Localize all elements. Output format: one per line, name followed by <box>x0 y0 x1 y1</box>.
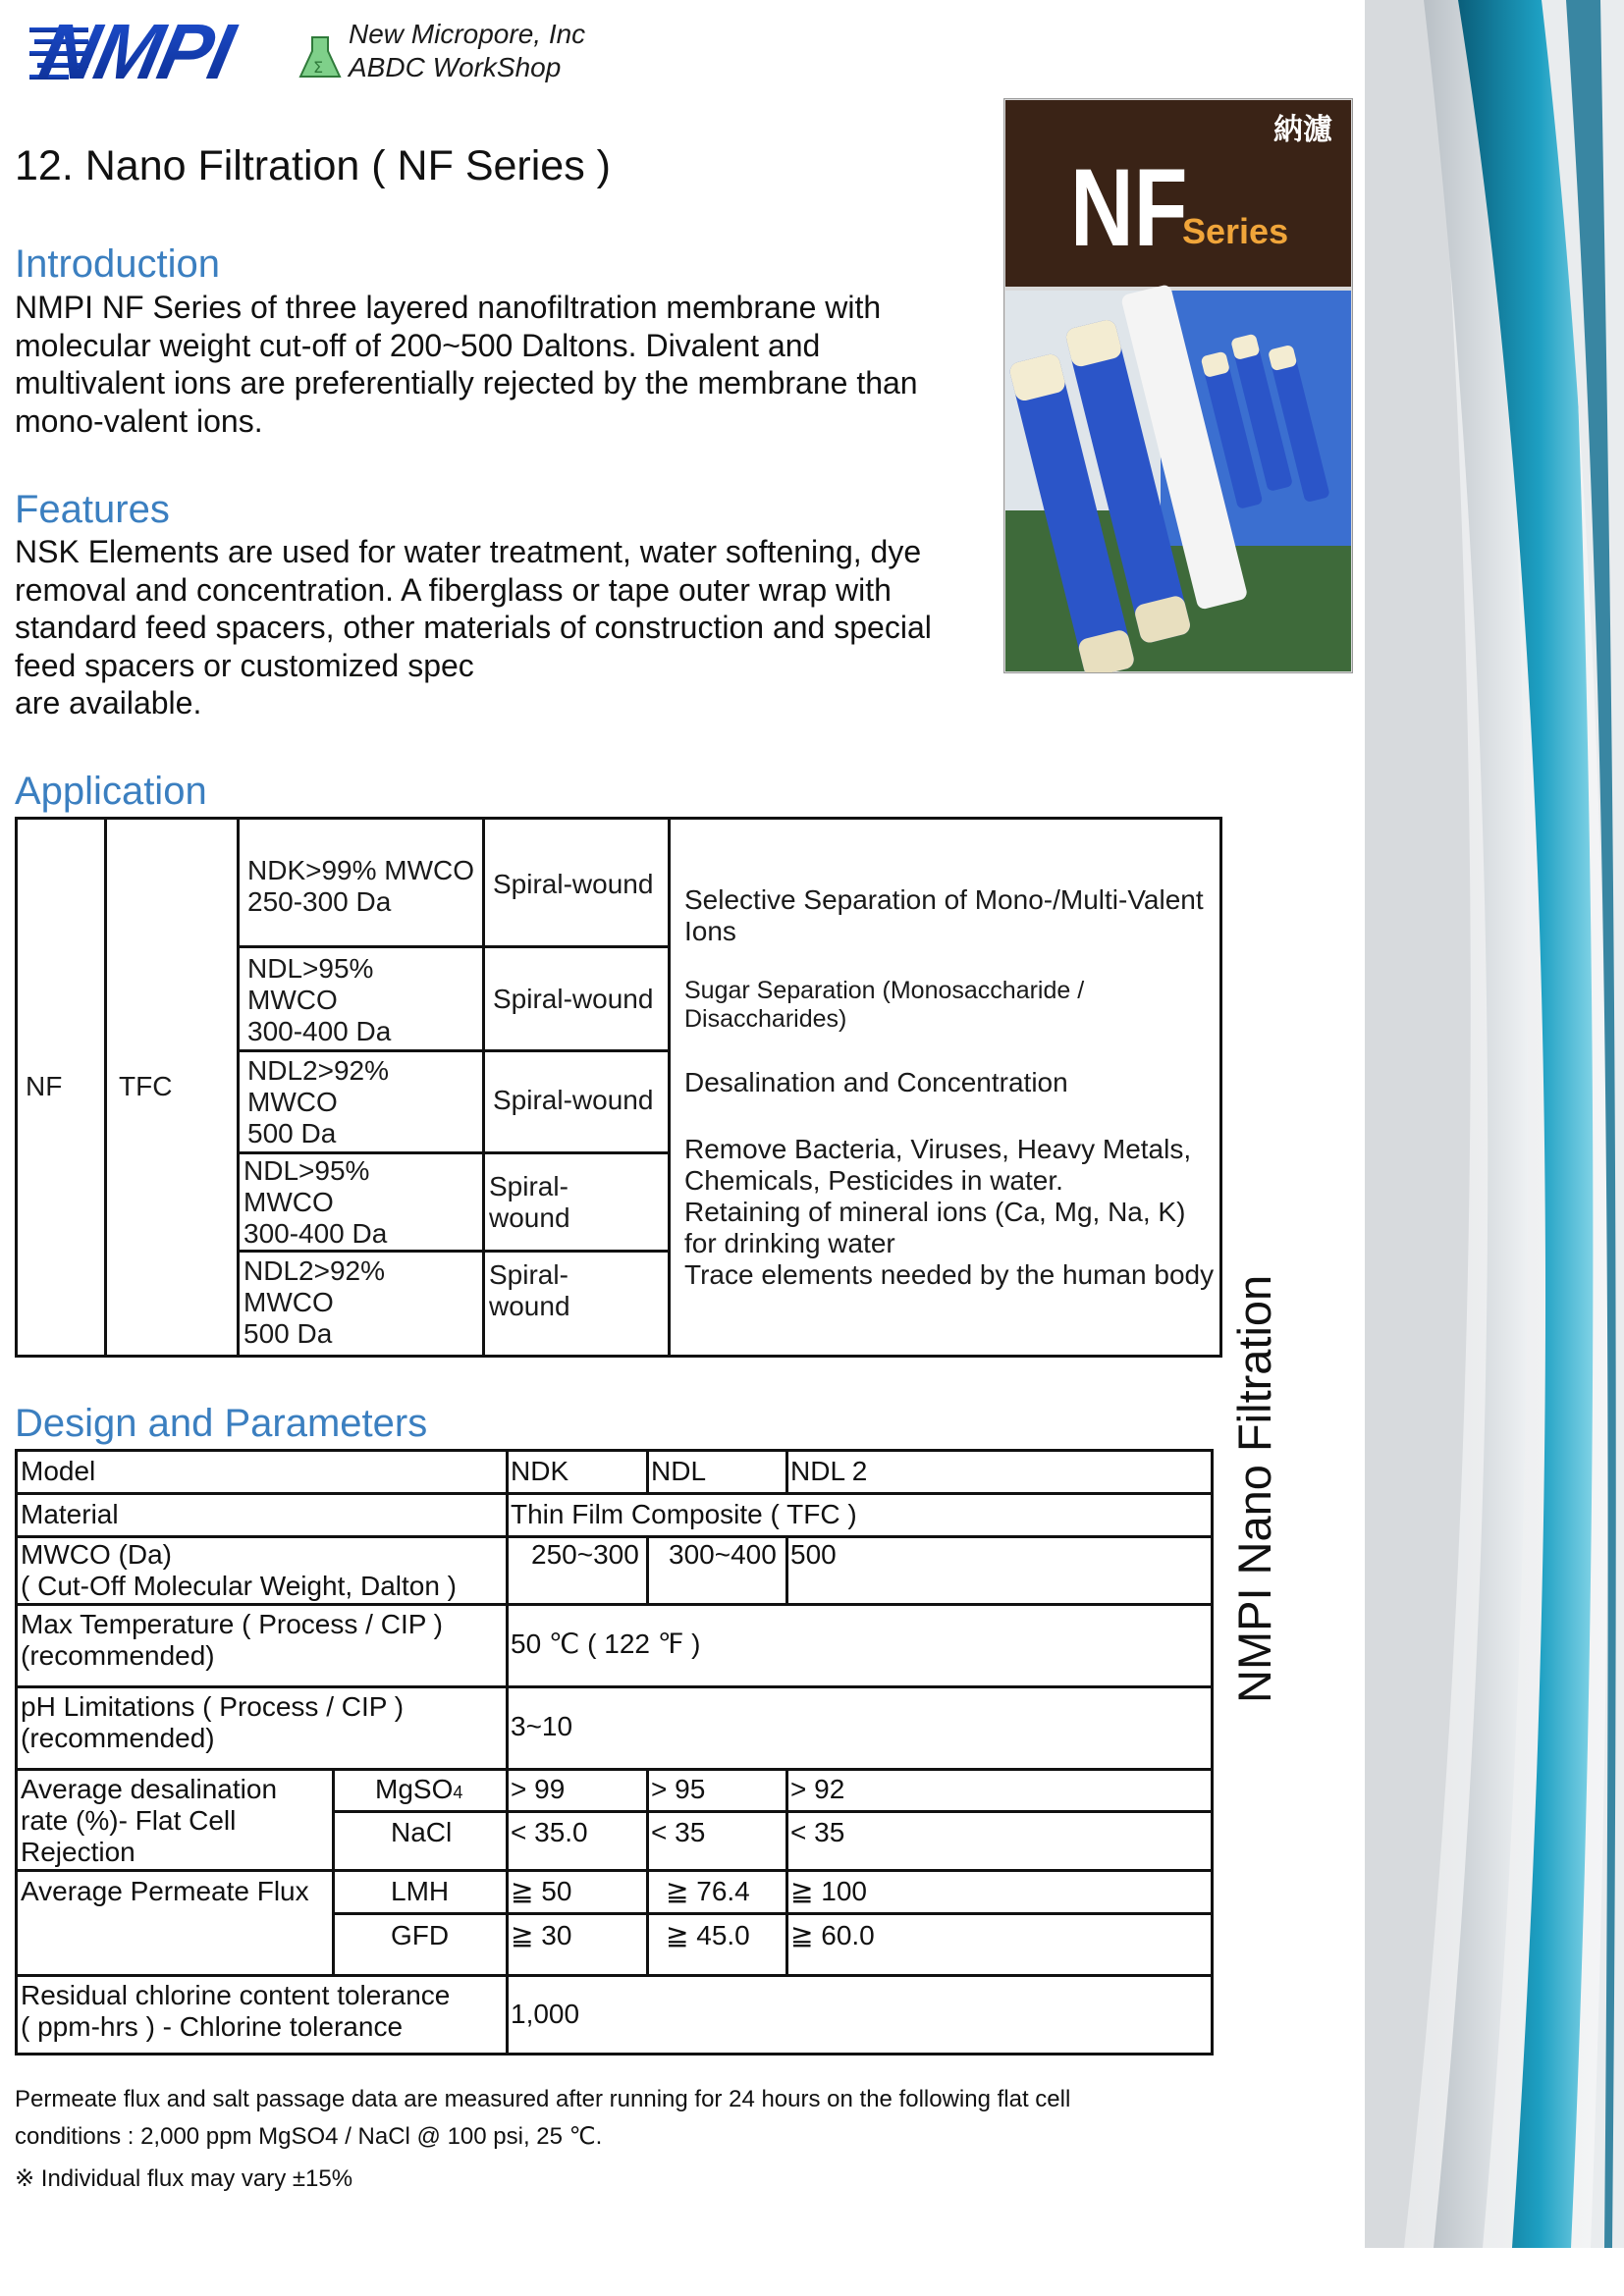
lmh-label: LMH <box>391 1876 450 1906</box>
desal-label: Average desalination rate (%)- Flat Cell Rejection <box>21 1774 278 1867</box>
material-label: Material <box>21 1499 119 1529</box>
mgso4-label: MgSO4 <box>375 1774 463 1804</box>
gfd-ndl: ≧ 45.0 <box>666 1920 750 1950</box>
model-ndl2: NDL 2 <box>790 1456 868 1486</box>
ph-label: pH Limitations ( Process / CIP ) (recommended) <box>21 1691 405 1753</box>
introduction-heading: Introduction <box>15 242 221 286</box>
nacl-ndl2: < 35 <box>790 1817 845 1847</box>
application-heading: Application <box>15 770 207 813</box>
features-text: NSK Elements are used for water treatment, water softening, dye removal and concentration. A fiberglass or tape outer wrap with standard feed spacers, other materials of construction and special feed spacers or customized spec are available. <box>15 534 932 721</box>
app-type: NF <box>26 1071 63 1101</box>
lmh-ndl2: ≧ 100 <box>790 1876 867 1906</box>
lmh-ndl: ≧ 76.4 <box>666 1876 750 1906</box>
footnote-conditions: Permeate flux and salt passage data are measured after running for 24 hours on the following flat cell conditions : 2,000 ppm MgSO4 / NaCl @ 100 psi, 25 ℃. <box>15 2086 1071 2150</box>
mwco-ndl2: 500 <box>790 1539 837 1570</box>
mgso4-ndl: > 95 <box>651 1774 706 1804</box>
form-cell: Spiral-wound <box>493 984 654 1014</box>
ph-value: 3~10 <box>511 1711 573 1741</box>
use-remove-bacteria: Remove Bacteria, Viruses, Heavy Metals, Chemicals, Pesticides in water. Retaining of mineral ions (Ca, Mg, Na, K) for drinking water Trace elements needed by the human body <box>684 1134 1215 1290</box>
chlorine-value: 1,000 <box>511 1999 580 2029</box>
temp-label: Max Temperature ( Process / CIP ) (recommended) <box>21 1609 443 1671</box>
flux-label: Average Permeate Flux <box>21 1876 309 1906</box>
form-cell: Spiral-wound <box>493 1085 654 1115</box>
mgso4-ndl2: > 92 <box>790 1774 845 1804</box>
flask-icon <box>300 37 340 77</box>
use-sugar-separation: Sugar Separation (Monosaccharide / Disaccharides) <box>684 977 1085 1033</box>
use-selective-separation: Selective Separation of Mono-/Multi-Valent Ions <box>684 884 1204 946</box>
spec-cell: NDL>95% MWCO 300-400 Da <box>247 953 392 1046</box>
design-heading: Design and Parameters <box>15 1402 428 1445</box>
footnote-flux-variance: ※ Individual flux may vary ±15% <box>15 2165 353 2192</box>
mwco-label: MWCO (Da) ( Cut-Off Molecular Weight, Dalton ) <box>21 1539 458 1601</box>
application-table <box>15 817 1222 1358</box>
model-label: Model <box>21 1456 96 1486</box>
chinese-label: 納濾 <box>1273 113 1332 147</box>
form-cell: Spiral-wound <box>493 869 654 899</box>
temp-value: 50 ℃ ( 122 ℉ ) <box>511 1629 701 1659</box>
model-ndl: NDL <box>651 1456 707 1486</box>
app-material: TFC <box>119 1071 173 1101</box>
chlorine-label: Residual chlorine content tolerance ( ppm-hrs ) - Chlorine tolerance <box>21 1980 451 2042</box>
parameters-table <box>15 1449 1214 2056</box>
material-value: Thin Film Composite ( TFC ) <box>511 1499 857 1529</box>
form-cell: Spiral- wound <box>489 1259 570 1321</box>
spec-cell: NDL2>92% MWCO 500 Da <box>244 1255 385 1349</box>
mwco-ndk: 250~300 <box>531 1539 639 1570</box>
mgso4-ndk: > 99 <box>511 1774 566 1804</box>
page-title: 12. Nano Filtration ( NF Series ) <box>15 142 611 189</box>
nacl-ndl: < 35 <box>651 1817 706 1847</box>
use-desalination: Desalination and Concentration <box>684 1067 1068 1097</box>
spec-cell: NDL2>92% MWCO 500 Da <box>247 1055 389 1148</box>
nacl-ndk: < 35.0 <box>511 1817 588 1847</box>
svg-text:NMPI: NMPI <box>31 8 240 86</box>
spec-cell: NDK>99% MWCO 250-300 Da <box>247 855 475 917</box>
gfd-ndl2: ≧ 60.0 <box>790 1920 875 1950</box>
form-cell: Spiral- wound <box>489 1171 570 1233</box>
model-ndk: NDK <box>511 1456 569 1486</box>
decorative-swoosh <box>1365 0 1624 2248</box>
product-image <box>1003 98 1353 673</box>
gfd-ndk: ≧ 30 <box>511 1920 572 1950</box>
features-heading: Features <box>15 488 170 531</box>
series-text: Series <box>1182 211 1289 251</box>
side-title: NMPI Nano Filtration <box>1228 1274 1280 1703</box>
nf-big-text: NF <box>1070 146 1188 270</box>
svg-text:Σ: Σ <box>313 58 324 77</box>
gfd-label: GFD <box>391 1920 450 1950</box>
mwco-ndl: 300~400 <box>669 1539 777 1570</box>
introduction-text: NMPI NF Series of three layered nanofiltration membrane with molecular weight cut-off of 200~500 Daltons. Divalent and multivalent ions are preferentially rejected by the membrane than mono-valent ions. <box>15 290 918 439</box>
spec-cell: NDL>95% MWCO 300-400 Da <box>244 1155 388 1249</box>
company-name: New Micropore, Inc ABDC WorkShop <box>349 19 586 82</box>
nacl-label: NaCl <box>391 1817 453 1847</box>
lmh-ndk: ≧ 50 <box>511 1876 572 1906</box>
